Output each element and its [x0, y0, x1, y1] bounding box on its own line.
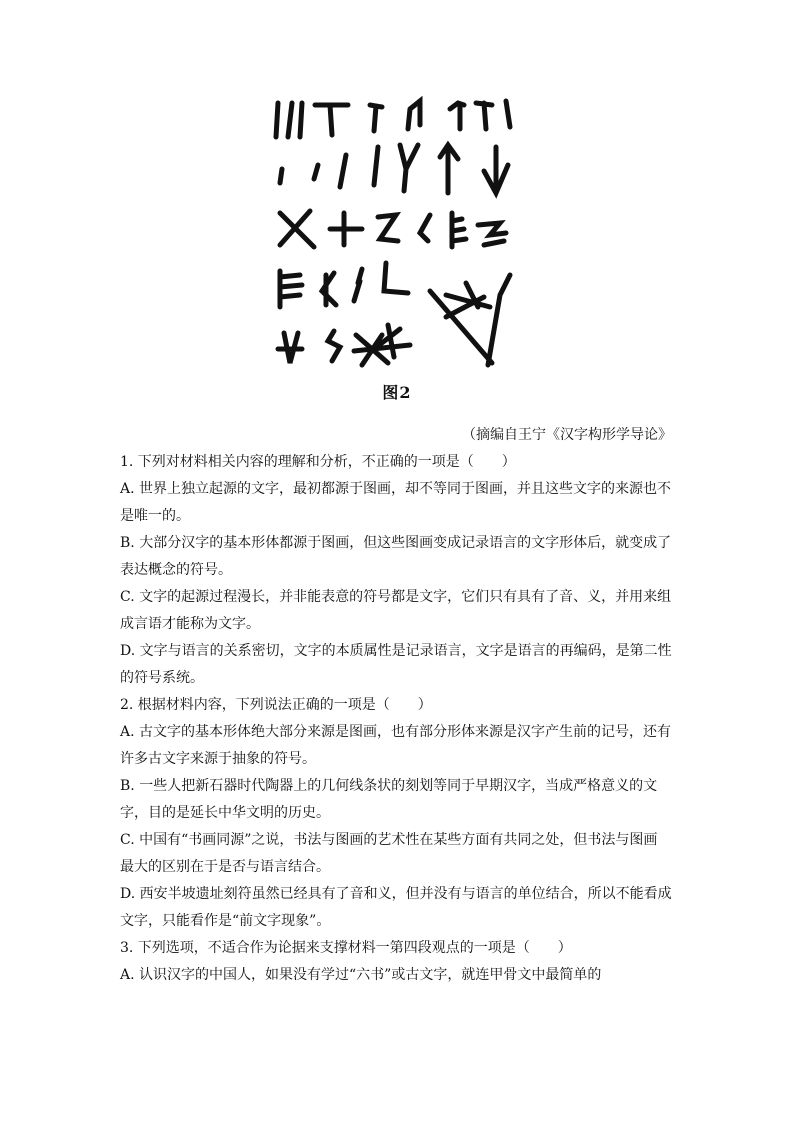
option-line: 许多古文字来源于抽象的符号。 — [120, 751, 316, 767]
question-2 — [120, 692, 676, 935]
option-line: 是唯一的。 — [120, 508, 190, 524]
question-stem: 2. 根据材料内容，下列说法正确的一项是（ ） — [120, 697, 432, 713]
option-line: C. 中国有“书画同源”之说，书法与图画的艺术性在某些方面有共同之处，但书法与图画 — [120, 832, 658, 848]
option-line: 最大的区别在于是否与语言结合。 — [120, 859, 330, 875]
option-line: A. 认识汉字的中国人，如果没有学过“六书”或古文字，就连甲骨文中最简单的 — [120, 967, 602, 983]
option-line: 字，目的是延长中华文明的历史。 — [120, 805, 330, 821]
option-line: D. 文字与语言的关系密切，文字的本质属性是记录语言，文字是语言的再编码，是第二性 — [120, 643, 672, 659]
option-line: C. 文字的起源过程漫长，并非能表意的符号都是文字，它们只有具有了音、义，并用来组 — [120, 589, 672, 605]
source-citation: （摘编自王宁《汉字构形学导论》 — [462, 427, 672, 443]
option-line: A. 古文字的基本形体绝大部分来源是图画，也有部分形体来源是汉字产生前的记号，还有 — [120, 724, 672, 740]
option-line: B. 大部分汉字的基本形体都源于图画，但这些图画变成记录语言的文字形体后，就变成了 — [120, 535, 672, 551]
option-line: A. 世界上独立起源的文字，最初都源于图画，却不等同于图画，并且这些文字的来源也不 — [120, 481, 672, 497]
option-line: 文字，只能看作是“前文字现象”。 — [120, 913, 331, 929]
option-line: 成言语才能称为文字。 — [120, 616, 260, 632]
figure-caption: 图2 — [382, 383, 412, 402]
option-line: D. 西安半坡遗址刻符虽然已经具有了音和义，但并没有与语言的单位结合，所以不能看成 — [120, 886, 672, 902]
option-line: 表达概念的符号。 — [120, 562, 232, 578]
question-3 — [120, 935, 676, 989]
question-1 — [120, 449, 676, 692]
question-stem: 1. 下列对材料相关内容的理解和分析，不正确的一项是（ ） — [120, 454, 516, 470]
pottery-symbols-figure — [270, 95, 520, 370]
question-stem: 3. 下列选项，不适合作为论据来支撑材料一第四段观点的一项是（ ） — [120, 940, 572, 956]
option-line: B. 一些人把新石器时代陶器上的几何线条状的刻划等同于早期汉字，当成严格意义的文 — [120, 778, 658, 794]
option-line: 的符号系统。 — [120, 670, 204, 686]
ancient-pottery-symbols-image — [270, 95, 520, 370]
questions-section — [120, 449, 676, 989]
